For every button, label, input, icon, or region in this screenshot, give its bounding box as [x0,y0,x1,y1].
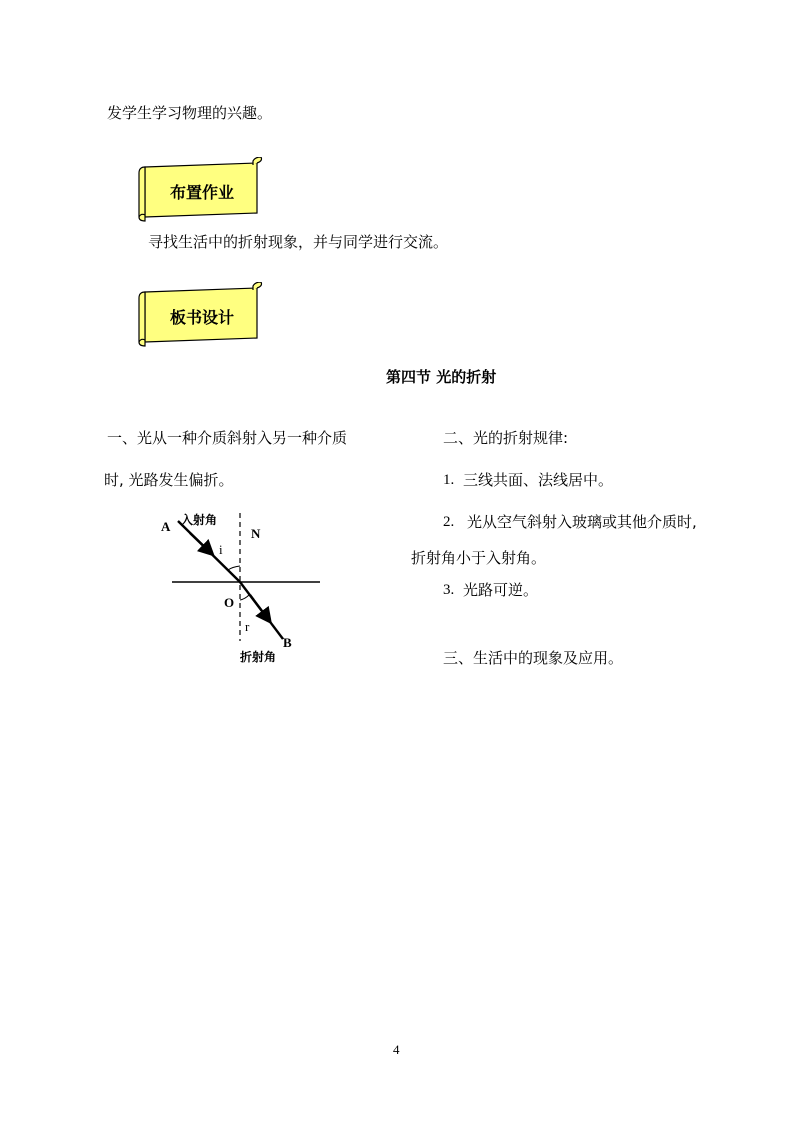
board-design-banner [137,282,263,348]
label-O: O [224,595,235,610]
right-heading-3: 三、生活中的现象及应用。 [443,649,624,667]
refracted-arrow [250,595,268,619]
label-B: B [283,635,292,650]
label-incident-angle: 入射角 [181,513,218,527]
homework-text: 寻找生活中的折射现象，并与同学进行交流。 [148,233,449,251]
homework-banner-label: 布置作业 [169,182,234,202]
page-number: 4 [393,1042,400,1057]
rule-2-number: 2. [443,514,455,530]
left-point-1-line2: 时, 光路发生偏折。 [104,471,234,489]
rule-3-text: 光路可逆。 [463,581,539,599]
intro-text: 发学生学习物理的兴趣。 [107,104,273,122]
label-r: r [245,619,250,634]
refraction-angle-arc [240,595,249,600]
rule-1-text: 三线共面、法线居中。 [463,471,614,489]
rule-1-number: 1. [443,472,455,488]
incident-angle-arc [228,566,240,570]
left-point-1-line1: 一、光从一种介质斜射入另一种介质 [107,429,348,447]
rule-2-text: 光从空气斜射入玻璃或其他介质时, [467,513,697,531]
right-heading-2: 二、光的折射规律: [443,429,569,447]
incident-arrow [190,533,210,552]
label-i: i [219,542,223,557]
board-title: 第四节 光的折射 [386,368,497,386]
label-refraction-angle: 折射角 [240,650,277,664]
board-design-banner-label: 板书设计 [169,307,234,327]
refraction-diagram [150,505,340,675]
label-N: N [251,526,261,541]
rule-3-number: 3. [443,582,455,598]
label-A: A [161,519,171,534]
rule-2-continuation: 折射角小于入射角。 [411,549,547,567]
homework-banner [137,157,263,223]
